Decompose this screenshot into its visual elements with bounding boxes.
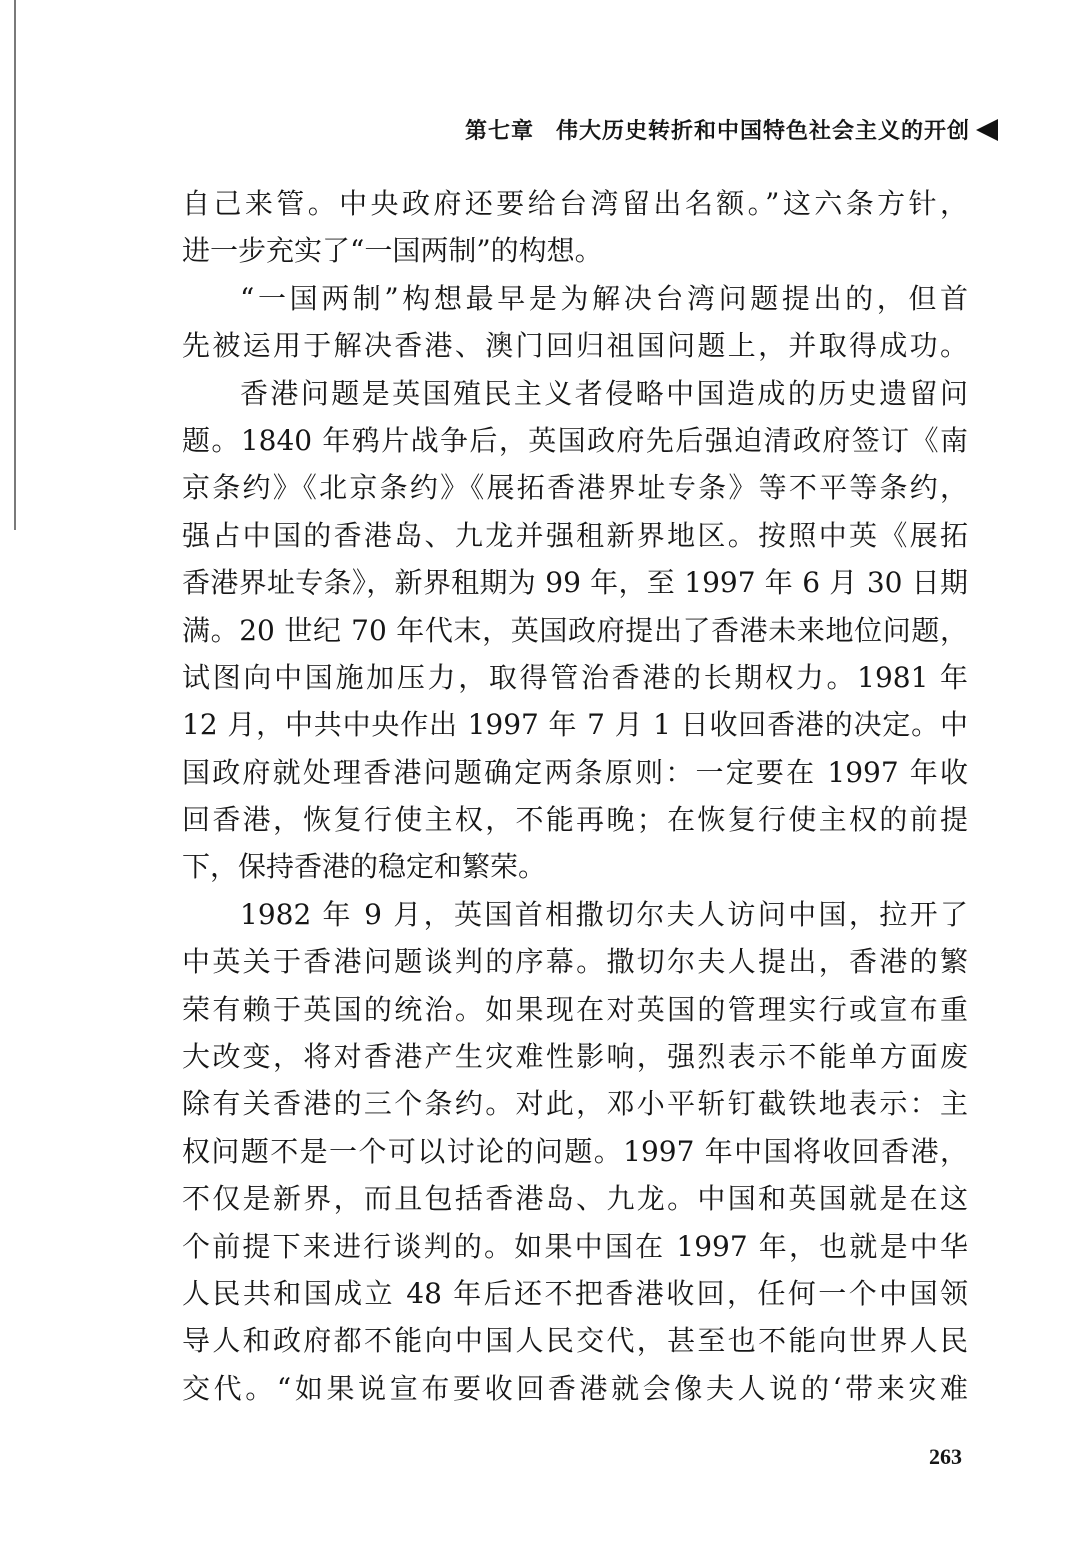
- text-line: 强占中国的香港岛、九龙并强租新界地区。按照中英《展拓: [182, 518, 968, 552]
- text-line: 题。1840 年鸦片战争后，英国政府先后强迫清政府签订《南: [182, 423, 968, 457]
- text-line: 国政府就处理香港问题确定两条原则：一定要在 1997 年收: [182, 755, 968, 789]
- text-line: 荣有赖于英国的统治。如果现在对英国的管理实行或宣布重: [182, 992, 968, 1026]
- text-line: 中英关于香港问题谈判的序幕。撒切尔夫人提出，香港的繁: [182, 945, 968, 979]
- text-line: 不仅是新界，而且包括香港岛、九龙。中国和英国就是在这: [182, 1182, 968, 1216]
- text-line: 交代。“如果说宣布要收回香港就会像夫人说的‘带来灾难: [182, 1371, 968, 1405]
- text-line: 导人和政府都不能向中国人民交代，甚至也不能向世界人民: [182, 1324, 968, 1358]
- left-triangle-icon: [976, 119, 998, 141]
- text-line: 回香港，恢复行使主权，不能再晚；在恢复行使主权的前提: [182, 803, 968, 837]
- text-line: “一国两制”构想最早是为解决台湾问题提出的，但首: [240, 281, 968, 315]
- text-line: 先被运用于解决香港、澳门回归祖国问题上，并取得成功。: [182, 329, 968, 363]
- body-text: [182, 180, 968, 1412]
- text-line: 12 月，中共中央作出 1997 年 7 月 1 日收回香港的决定。中: [182, 708, 968, 742]
- text-line: 进一步充实了“一国两制”的构想。: [182, 234, 603, 268]
- text-line: 1982 年 9 月，英国首相撒切尔夫人访问中国，拉开了: [240, 897, 968, 931]
- text-line: 权问题不是一个可以讨论的问题。1997 年中国将收回香港，: [182, 1134, 968, 1168]
- text-line: 除有关香港的三个条约。对此，邓小平斩钉截铁地表示：主: [182, 1087, 968, 1121]
- chapter-title: 伟大历史转折和中国特色社会主义的开创: [555, 119, 970, 144]
- binding-edge-line: [14, 0, 16, 530]
- running-header: [380, 114, 998, 145]
- text-line: 下，保持香港的稳定和繁荣。: [182, 850, 547, 884]
- text-line: 满。20 世纪 70 年代末，英国政府提出了香港未来地位问题，: [182, 613, 968, 647]
- text-line: 人民共和国成立 48 年后还不把香港收回，任何一个中国领: [182, 1276, 968, 1310]
- page-number: 263: [929, 1444, 962, 1469]
- text-line: 个前提下来进行谈判的。如果中国在 1997 年，也就是中华: [182, 1229, 968, 1263]
- chapter-number: 第七章: [464, 119, 534, 144]
- text-line: 自己来管。中央政府还要给台湾留出名额。”这六条方针，: [182, 187, 968, 220]
- text-line: 试图向中国施加压力，取得管治香港的长期权力。1981 年: [182, 660, 968, 694]
- text-line: 香港界址专条》，新界租期为 99 年，至 1997 年 6 月 30 日期: [182, 566, 968, 600]
- text-line: 香港问题是英国殖民主义者侵略中国造成的历史遗留问: [240, 376, 968, 410]
- text-line: 京条约》《北京条约》《展拓香港界址专条》等不平等条约，: [182, 471, 968, 505]
- text-line: 大改变，将对香港产生灾难性影响，强烈表示不能单方面废: [182, 1040, 968, 1074]
